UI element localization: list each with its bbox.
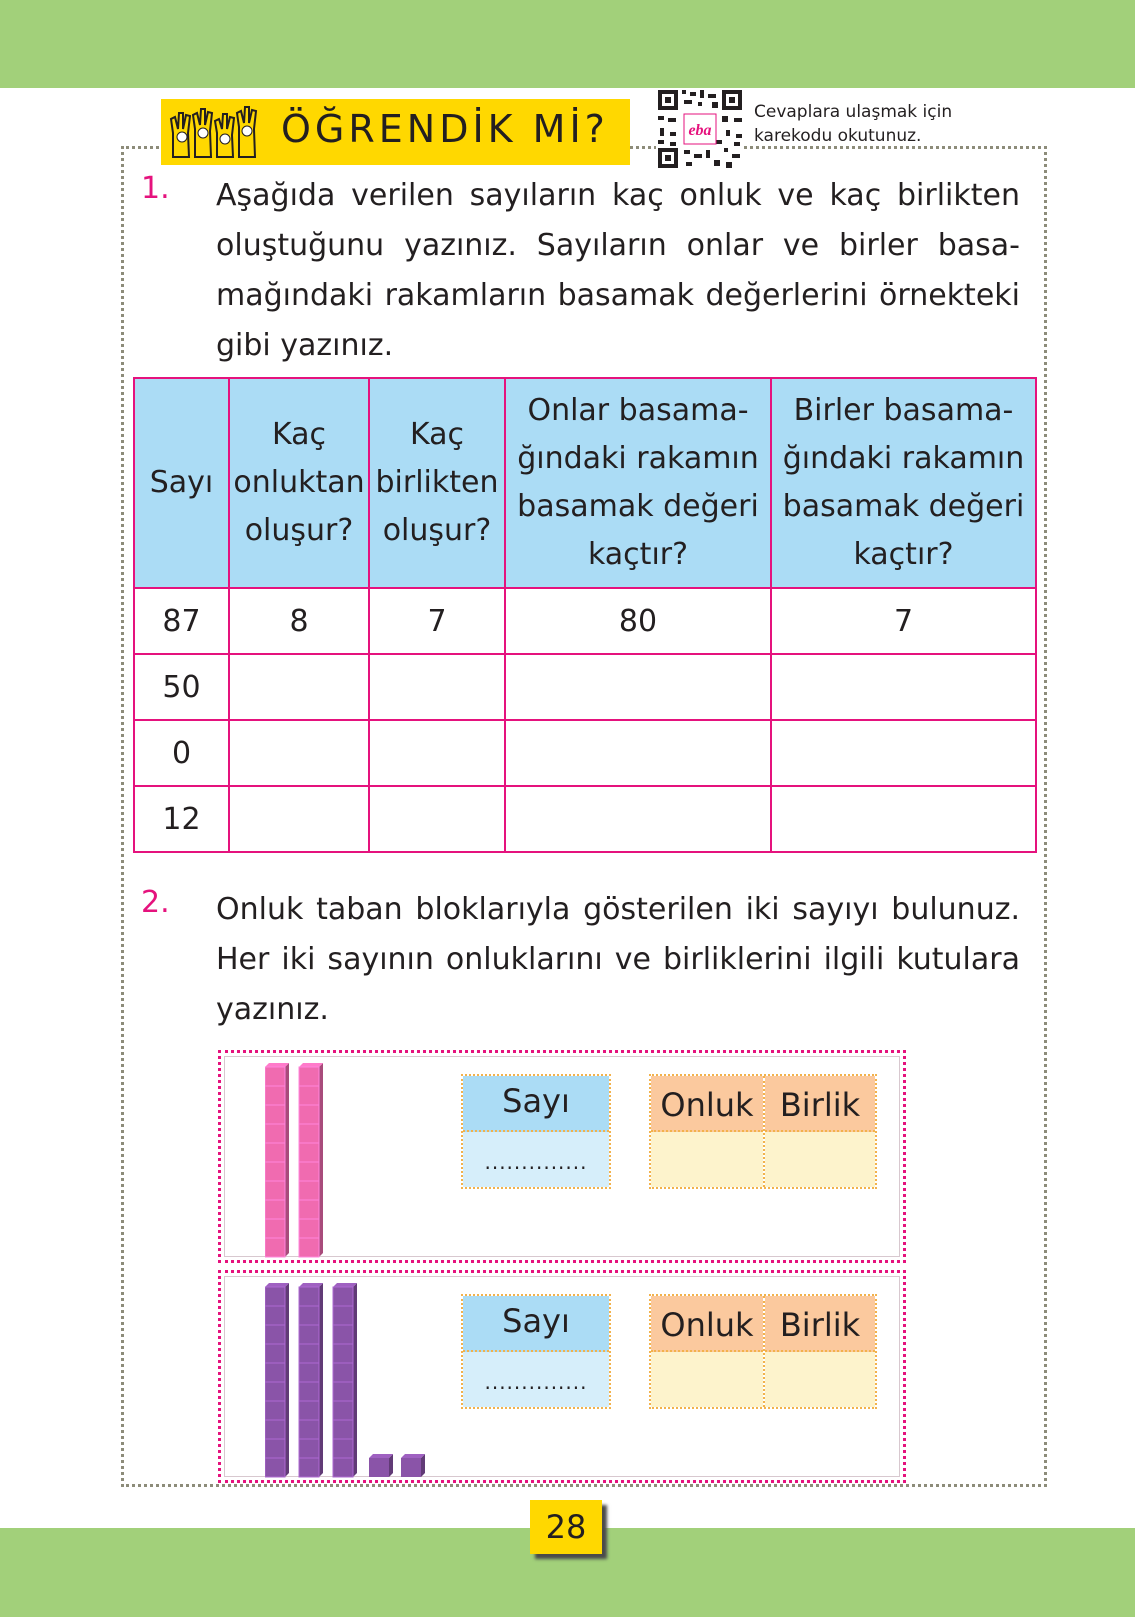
sayi-answer-field[interactable]: .............. <box>463 1352 609 1407</box>
header-birler-degeri: Birler basama- ğındaki rakamın basamak değeri kaçtır? <box>771 378 1036 588</box>
section-title-banner <box>161 99 630 165</box>
sayi-box-2 <box>461 1294 611 1409</box>
header-onluk: Kaç onluktan oluşur? <box>229 378 369 588</box>
cell-onluk[interactable] <box>229 786 369 852</box>
cell-onlar-degeri[interactable] <box>505 654 771 720</box>
cell-onluk[interactable] <box>229 720 369 786</box>
birlik-label: Birlik <box>765 1076 875 1132</box>
cell-birlik[interactable] <box>369 786 505 852</box>
question-2-line: yazınız. <box>216 992 329 1027</box>
onluk-label: Onluk <box>651 1076 763 1132</box>
cell-onluk[interactable]: 8 <box>229 588 369 654</box>
birlik-label: Birlik <box>765 1296 875 1352</box>
ten-block <box>299 1283 323 1477</box>
ten-block <box>265 1063 289 1257</box>
table-row <box>134 588 1036 654</box>
header-sayi: Sayı <box>134 378 229 588</box>
cell-sayi: 50 <box>134 654 229 720</box>
ten-block <box>299 1063 323 1257</box>
table-row <box>134 654 1036 720</box>
question-2-text <box>216 885 1020 1035</box>
birlik-answer-field[interactable] <box>765 1132 875 1187</box>
qr-code-icon[interactable] <box>656 88 744 170</box>
onluk-answer-field[interactable] <box>651 1132 763 1187</box>
birlik-answer-field[interactable] <box>765 1352 875 1407</box>
cell-onlar-degeri[interactable] <box>505 786 771 852</box>
base-ten-blocks-2 <box>265 1281 435 1481</box>
cell-onluk[interactable] <box>229 654 369 720</box>
ten-block <box>265 1283 289 1477</box>
qr-badge-text: eba <box>688 122 712 139</box>
cell-birler-degeri[interactable] <box>771 786 1036 852</box>
top-color-band <box>0 0 1135 88</box>
question-1-number: 1. <box>141 171 170 206</box>
cell-birlik[interactable] <box>369 654 505 720</box>
cell-sayi: 0 <box>134 720 229 786</box>
sayi-answer-field[interactable]: .............. <box>463 1132 609 1187</box>
cell-onlar-degeri[interactable] <box>505 720 771 786</box>
table-row <box>134 720 1036 786</box>
one-block <box>401 1454 425 1477</box>
blocks-panel-2 <box>218 1270 906 1483</box>
qr-instruction-line2: karekodu okutunuz. <box>754 126 922 146</box>
cell-sayi: 12 <box>134 786 229 852</box>
table-header-row <box>134 378 1036 588</box>
qr-instruction-line1: Cevaplara ulaşmak için <box>754 102 953 122</box>
cell-birler-degeri[interactable] <box>771 654 1036 720</box>
page-number: 28 <box>530 1500 602 1554</box>
header-birlik: Kaç birlikten oluşur? <box>369 378 505 588</box>
question-1-line: Aşağıda verilen sayıların kaç onluk ve kaç birlikten <box>216 178 1020 213</box>
cell-onlar-degeri[interactable]: 80 <box>505 588 771 654</box>
base-ten-blocks-1 <box>265 1061 435 1261</box>
question-1-line: oluştuğunu yazınız. Sayıların onlar ve birler basa- <box>216 228 1020 263</box>
onluk-birlik-box-1 <box>649 1074 877 1189</box>
cell-birler-degeri[interactable]: 7 <box>771 588 1036 654</box>
raised-hands-icon <box>169 105 261 159</box>
qr-instruction <box>754 100 952 148</box>
question-2-line: Her iki sayının onluklarını ve birliklerini ilgili kutulara <box>216 942 1020 977</box>
question-1-line: gibi yazınız. <box>216 328 394 363</box>
table-row <box>134 786 1036 852</box>
onluk-birlik-box-2 <box>649 1294 877 1409</box>
question-2-line: Onluk taban bloklarıyla gösterilen iki sayıyı bulunuz. <box>216 892 1020 927</box>
question-2-number: 2. <box>141 885 170 920</box>
sayi-label: Sayı <box>463 1296 609 1352</box>
cell-birler-degeri[interactable] <box>771 720 1036 786</box>
onluk-label: Onluk <box>651 1296 763 1352</box>
cell-birlik[interactable]: 7 <box>369 588 505 654</box>
cell-birlik[interactable] <box>369 720 505 786</box>
ten-block <box>333 1283 357 1477</box>
question-1-line: mağındaki rakamların basamak değerlerini örnekteki <box>216 278 1020 313</box>
header-onlar-degeri: Onlar basama- ğındaki rakamın basamak değeri kaçtır? <box>505 378 771 588</box>
question-1-text <box>216 171 1020 371</box>
sayi-label: Sayı <box>463 1076 609 1132</box>
place-value-table <box>133 377 1037 853</box>
onluk-answer-field[interactable] <box>651 1352 763 1407</box>
sayi-box-1 <box>461 1074 611 1189</box>
section-title: ÖĞRENDİK Mİ? <box>281 107 609 151</box>
cell-sayi: 87 <box>134 588 229 654</box>
one-block <box>369 1454 393 1477</box>
blocks-panel-1 <box>218 1050 906 1263</box>
